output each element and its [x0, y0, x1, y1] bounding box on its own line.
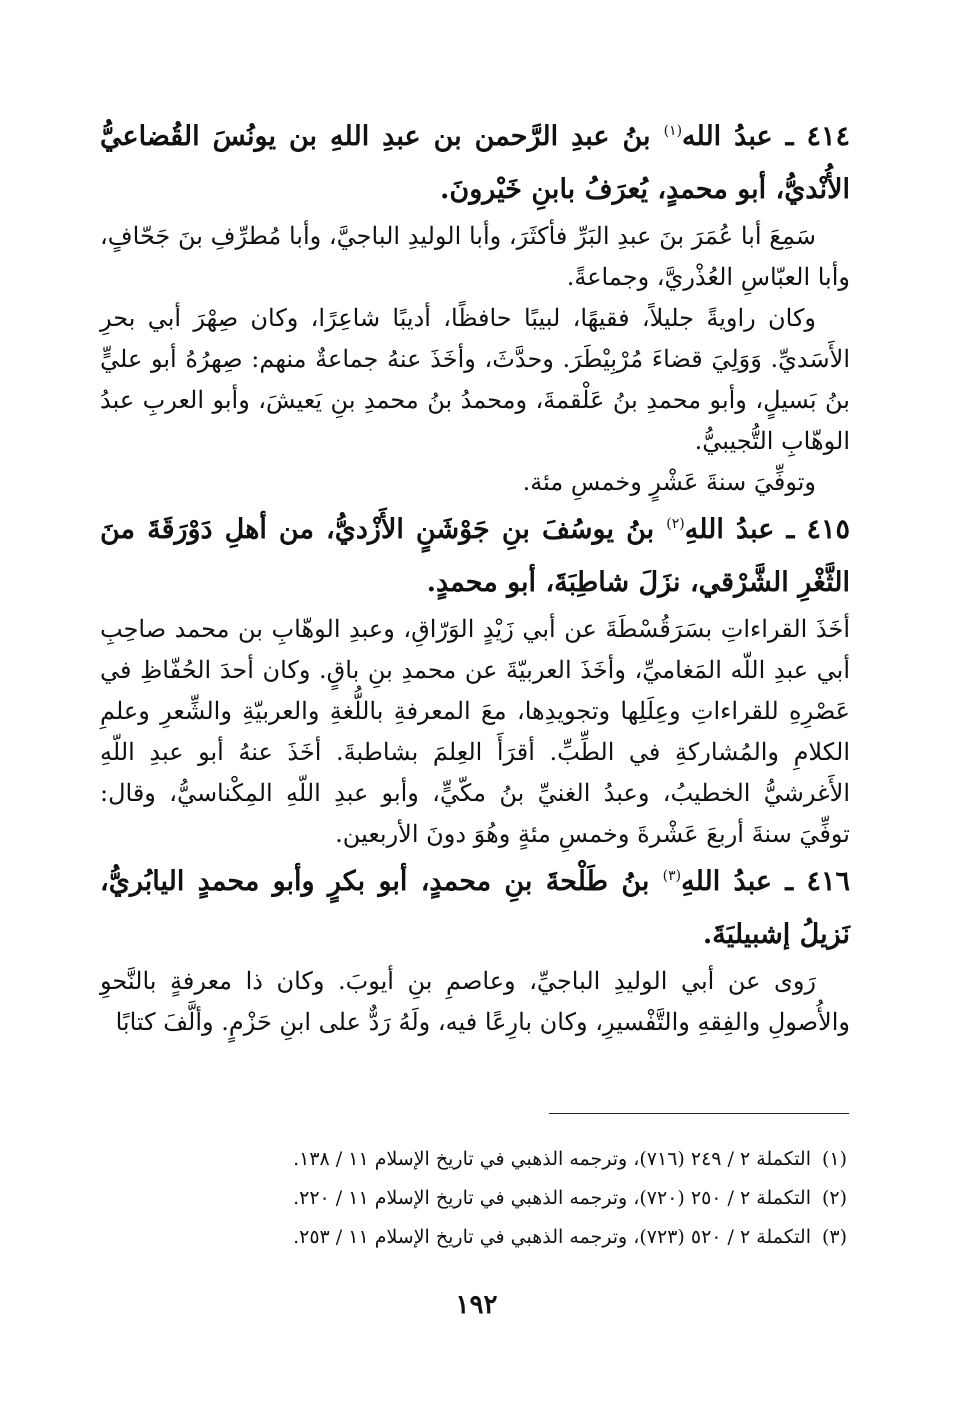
- footnote-item: [103, 1179, 847, 1218]
- entry-paragraph: رَوى عن أبي الوليدِ الباجيِّ، وعاصمِ بنِ أيوبَ. وكان ذا معرفةٍ بالنَّحوِ والأُصولِ والفِقهِ والتَّفْسيرِ، وكان بارِعًا فيه، ولَهُ رَدٌّ على ابنِ حَزْمٍ. وألَّفَ كتابًا: [100, 967, 850, 1036]
- footnote-divider: [549, 1113, 849, 1114]
- entry-name: عبدُ اللهِ: [684, 514, 775, 545]
- entry-name: عبدُ اللهِ: [681, 866, 772, 897]
- entry-heading: ٤١٤ ـ عبدُ الله$^{(١)}$ بنُ عبدِ الرَّحمن بن عبدِ اللهِ بن يونُسَ القُضاعيُّ الأُنْديُّ، أبو محمدٍ، يُعرَفُ بابنِ خَيْرونَ.: [100, 121, 850, 205]
- entry-heading: ٤١٦ ـ عبدُ اللهِ$^{(٣)}$ بنُ طَلْحةَ بنِ محمدٍ، أبو بكرٍ وأبو محمدٍ اليابُريُّ، نَزيلُ إشبيليَةَ.: [100, 866, 850, 950]
- entry-paragraph: وتوفِّيَ سنةَ عَشْرٍ وخمسِ مئة.: [522, 468, 816, 496]
- entry-heading-text: بنُ طَلْحةَ بنِ محمدٍ، أبو بكرٍ وأبو محمدٍ اليابُريُّ، نَزيلُ إشبيليَةَ.: [100, 866, 850, 950]
- footnotes: [103, 1140, 847, 1257]
- footnote-text: التكملة ٢ / ٢٤٩ (٧١٦)، وترجمه الذهبي في تاريخ الإسلام ١١ / ١٣٨.: [293, 1148, 811, 1170]
- footnote-item: [103, 1140, 847, 1179]
- footnote-number: (١): [821, 1148, 847, 1170]
- footnote-number: (٢): [821, 1187, 847, 1209]
- entry-paragraph: سَمِعَ أبا عُمَرَ بنَ عبدِ البَرِّ فأكثَرَ، وأبا الوليدِ الباجيَّ، وأبا مُطرِّفِ بنَ جَحّافٍ، وأبا العبّاسِ العُذْريَّ، وجماعةً.: [100, 222, 850, 291]
- biography-entry-416: [100, 855, 850, 1043]
- main-text: [100, 110, 850, 1043]
- entry-paragraph: أخَذَ القراءاتِ بسَرَقُسْطَةَ عن أبي زَيْدٍ الوَرّاقِ، وعبدِ الوهّابِ بن محمد صاحِبِ أبي عبدِ اللّه المَغاميِّ، وأخَذَ العربيّةَ عن محمدِ بنِ باقٍ. وكان أحدَ الحُفّاظِ في عَصْرِهِ للقراءاتِ وعِلَلِها وتجويدِها، معَ المعرفةِ باللُّغةِ والعربيّةِ والشِّعرِ وعلمِ الكلامِ والمُشاركةِ في الطِّبِّ. أقرَأَ العِلمَ بشاطبةَ. أخَذَ عنهُ أبو عبدِ اللّهِ الأَغرشيُّ الخطيبُ، وعبدُ الغنيِّ بنُ مكّيٍّ، وأبو عبدِ اللّهِ المِكْناسيُّ، وقال: توفِّيَ سنةَ أربعَ عَشْرةَ وخمسِ مئةٍ وهُوَ دونَ الأربعين.: [100, 615, 850, 848]
- page-number: ١٩٢: [455, 1290, 498, 1320]
- biography-entry-414: [100, 110, 850, 503]
- footnote-reference: (١): [663, 123, 683, 139]
- entry-paragraph: وكان راويةً جليلاً، فقيهًا، لبيبًا حافظًا، أديبًا شاعِرًا، وكان صِهْرَ أبي بحرِ الأَسَديِّ. وَوَلِيَ قضاءَ مُرْبِيْطَرَ. وحدَّثَ، وأخَذَ عنهُ جماعةٌ منهم: صِهرُهُ أبو عليٍّ بنُ بَسيلٍ، وأبو محمدِ بنُ عَلْقمةَ، ومحمدُ بنُ محمدِ بنِ يَعيشَ، وأبو العربِ عبدُ الوهّابِ التُّجيبيُّ.: [100, 304, 850, 455]
- entry-number: ٤١٥: [806, 514, 850, 545]
- footnote-reference: (٣): [662, 868, 682, 884]
- footnote-reference: (٢): [666, 516, 685, 532]
- entry-number: ٤١٦: [806, 866, 850, 897]
- entry-heading-text: بنُ عبدِ الرَّحمن بن عبدِ اللهِ بن يونُسَ القُضاعيُّ الأُنْديُّ، أبو محمدٍ، يُعرَفُ بابنِ خَيْرونَ.: [100, 121, 850, 205]
- footnote-text: التكملة ٢ / ٢٥٠ (٧٢٠)، وترجمه الذهبي في تاريخ الإسلام ١١ / ٢٢٠.: [293, 1187, 811, 1209]
- footnote-number: (٣): [821, 1226, 847, 1248]
- entry-heading-text: بنُ يوسُفَ بنِ جَوْشَنٍ الأَزْديُّ، من أهلِ دَوْرَقَةَ منَ الثَّغْرِ الشَّرْقي، نزَلَ شاطِبَةَ، أبو محمدٍ.: [100, 514, 850, 598]
- entry-number: ٤١٤: [806, 121, 850, 152]
- biography-entry-415: [100, 503, 850, 855]
- entry-heading: ٤١٥ ـ عبدُ اللهِ$^{(٢)}$ بنُ يوسُفَ بنِ جَوْشَنٍ الأَزْديُّ، من أهلِ دَوْرَقَةَ منَ الثَّغْرِ الشَّرْقي، نزَلَ شاطِبَةَ، أبو محمدٍ.: [100, 514, 850, 598]
- footnote-item: [103, 1218, 847, 1257]
- footnote-text: التكملة ٢ / ٥٢٠ (٧٢٣)، وترجمه الذهبي في تاريخ الإسلام ١١ / ٢٥٣.: [293, 1226, 811, 1248]
- entry-name: عبدُ الله: [682, 121, 773, 152]
